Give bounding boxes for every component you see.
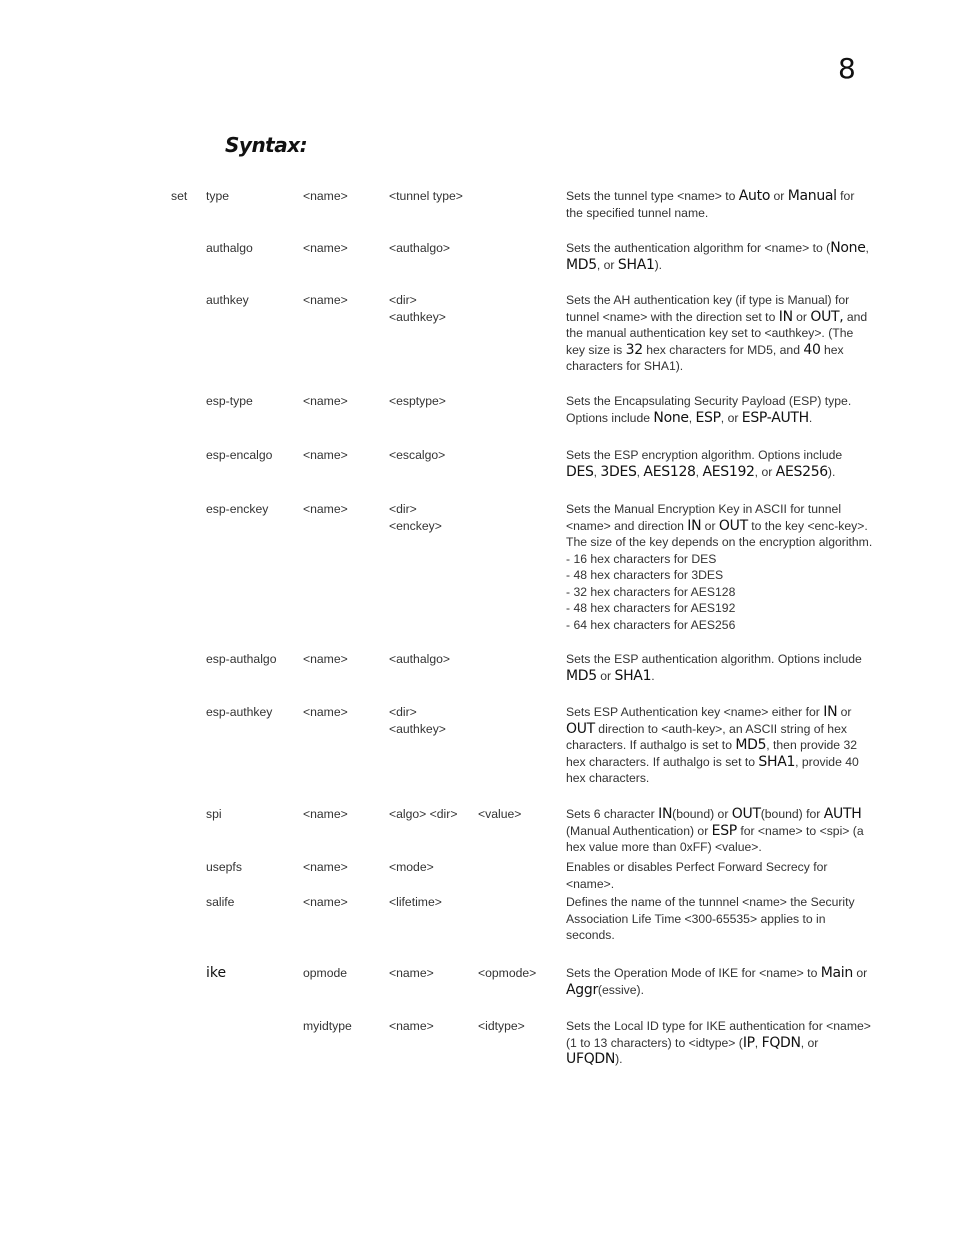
param-spi: spi (206, 807, 222, 821)
param-usepfs: usepfs (206, 860, 242, 874)
arg-values: <dir> <authkey> (389, 293, 446, 324)
arg-value: <idtype> (478, 1019, 525, 1033)
command-ike: ike (206, 965, 227, 981)
arg-name: <name> (303, 807, 348, 821)
param-esp-enckey: esp-enckey (206, 502, 269, 516)
param-salife: salife (206, 895, 235, 909)
section-title: Syntax: (225, 133, 308, 157)
arg-name: <name> (303, 652, 348, 666)
arg-values: <dir> <authkey> (389, 705, 446, 736)
arg-name: <name> (303, 241, 348, 255)
arg-value: <opmode> (478, 966, 537, 980)
description: Sets the ESP authentication algorithm. Options include MD5 or SHA1. (566, 652, 862, 684)
description: Sets the Manual Encryption Key in ASCII for tunnel <name> and direction IN or OUT to the key <enc-key>. The size of the key depends on the encryption algorithm. - 16 hex characters for DES - 48 hex characters for 3DES - 32 hex characters for AES128 - 48 hex characters for AES192 - 64 hex characters for AES256 (566, 502, 873, 632)
arg-value: <algo> <dir> (389, 807, 458, 821)
arg-values: <dir> <enckey> (389, 502, 442, 533)
description: Sets ESP Authentication key <name> either for IN or OUT direction to <auth-key>, an ASCII string of hex characters. If authalgo is set to MD5, then provide 32 hex characters. If authalgo is set to SHA1, provide 40 hex characters. (566, 704, 859, 785)
chapter-number: 8 (838, 52, 856, 85)
description: Sets 6 character IN(bound) or OUT(bound) for AUTH (Manual Authentication) or ESP for <name> to <spi> (a hex value more than 0xFF) <value>. (566, 806, 864, 854)
param-esp-authalgo: esp-authalgo (206, 652, 277, 666)
arg-value: <esptype> (389, 394, 446, 408)
arg-name: <name> (303, 860, 348, 874)
arg-name: <name> (303, 189, 348, 203)
param-authkey: authkey (206, 293, 249, 307)
description: Enables or disables Perfect Forward Secrecy for <name>. (566, 860, 828, 891)
description: Sets the authentication algorithm for <name> to (None, MD5, or SHA1). (566, 240, 869, 273)
arg-value: <lifetime> (389, 895, 442, 909)
arg-name: <name> (303, 448, 348, 462)
arg-value: <mode> (389, 860, 434, 874)
description: Sets the ESP encryption algorithm. Options include DES, 3DES, AES128, AES192, or AES256). (566, 448, 843, 480)
param-opmode: opmode (303, 966, 348, 980)
arg-name: <name> (389, 1019, 434, 1033)
arg-name: <name> (303, 394, 348, 408)
arg-value: <authalgo> (389, 652, 450, 666)
param-type: type (206, 189, 230, 203)
arg-name: <name> (303, 502, 348, 516)
param-esp-encalgo: esp-encalgo (206, 448, 273, 462)
arg-name: <name> (303, 293, 348, 307)
description: Defines the name of the tunnnel <name> the Security Association Life Time <300-65535> applies to in seconds. (566, 895, 855, 942)
description: Sets the AH authentication key (if type is Manual) for tunnel <name> with the direction set to IN or OUT, and the manual authentication key set to <authkey>. (The key size is 32 hex characters for MD5, and 40 hex characters for SHA1). (566, 293, 868, 373)
arg-value: <tunnel type> (389, 189, 463, 203)
command-set: set (171, 189, 188, 203)
param-authalgo: authalgo (206, 241, 253, 255)
arg-value-extra: <value> (478, 807, 522, 821)
param-myidtype: myidtype (303, 1019, 352, 1033)
arg-value: <authalgo> (389, 241, 450, 255)
description: Sets the Encapsulating Security Payload (ESP) type. Options include None, ESP, or ESP-AUTH. (566, 394, 852, 426)
arg-name: <name> (303, 705, 348, 719)
description: Sets the Local ID type for IKE authentication for <name> (1 to 13 characters) to <idtype> (IP, FQDN, or UFQDN). (566, 1019, 871, 1067)
param-esp-type: esp-type (206, 394, 253, 408)
arg-value: <escalgo> (389, 448, 446, 462)
arg-name: <name> (303, 895, 348, 909)
param-esp-authkey: esp-authkey (206, 705, 273, 719)
description: Sets the tunnel type <name> to Auto or Manual for the specified tunnel name. (566, 188, 855, 220)
description: Sets the Operation Mode of IKE for <name> to Main or Aggr(essive). (566, 965, 868, 998)
arg-name: <name> (389, 966, 434, 980)
